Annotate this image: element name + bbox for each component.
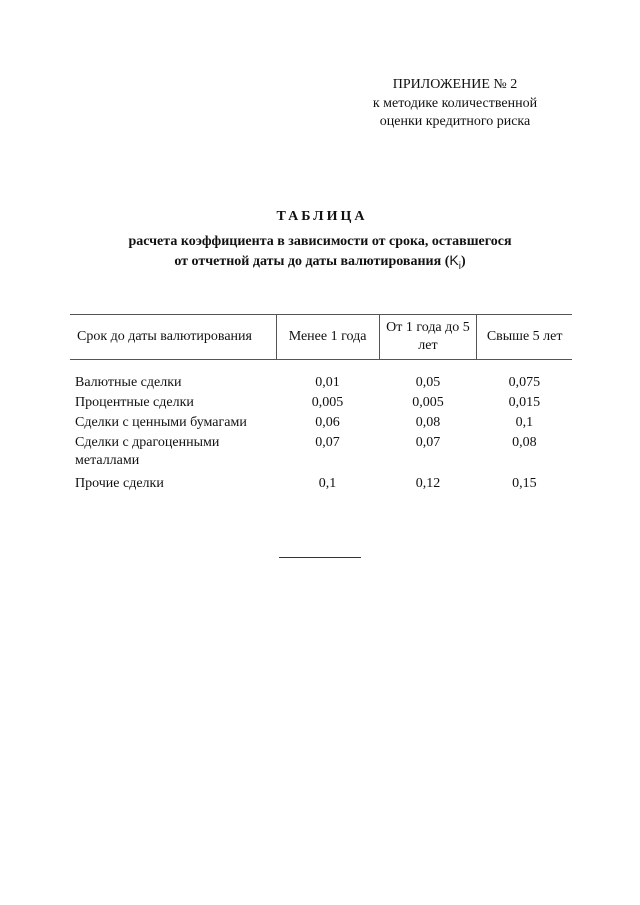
table-header-row <box>70 315 572 360</box>
row-label: Сделки с ценными бумагами <box>75 415 247 430</box>
row-value: 0,08 <box>415 415 441 430</box>
subtitle-close-paren: ) <box>460 254 466 269</box>
row-label: Валютные сделки <box>75 375 182 390</box>
subtitle-line2-text: от отчетной даты до даты валютирования ( <box>174 254 450 269</box>
row-value: 0,08 <box>512 435 537 450</box>
row-value: 0,12 <box>415 476 441 491</box>
row-value: 0,07 <box>415 435 441 450</box>
row-label: Процентные сделки <box>75 395 194 410</box>
row-label: Сделки с драгоценными металлами <box>75 435 220 468</box>
table-row <box>70 433 572 474</box>
document-title: ТАБЛИЦА <box>276 209 368 224</box>
subtitle-line1: расчета коэффициента в зависимости от срока, оставшегося <box>128 234 512 249</box>
appendix-reference-line1: к методике количественной <box>372 95 538 111</box>
appendix-header <box>340 76 570 132</box>
row-value: 0,1 <box>515 415 534 430</box>
coefficient-symbol: $K_i$ <box>449 252 461 272</box>
row-value: 0,005 <box>311 395 344 410</box>
row-value: 0,07 <box>315 435 340 450</box>
document-subtitle <box>0 232 640 276</box>
subtitle-line2 <box>0 251 640 276</box>
table-row <box>70 393 572 413</box>
table-row <box>70 474 572 494</box>
row-value: 0,015 <box>508 395 541 410</box>
row-value: 0,05 <box>415 375 441 390</box>
header-over-5-years: Свыше 5 лет <box>477 315 572 360</box>
appendix-number: ПРИЛОЖЕНИЕ № 2 <box>392 77 518 92</box>
row-value: 0,01 <box>315 375 340 390</box>
header-less-1-year: Менее 1 года <box>276 315 379 360</box>
header-1-to-5-years: От 1 года до 5 лет <box>379 315 477 360</box>
appendix-reference-line2: оценки кредитного риска <box>379 114 531 129</box>
row-value: 0,1 <box>318 476 337 491</box>
closing-divider <box>279 557 361 558</box>
header-term: Срок до даты валютирования <box>70 315 276 360</box>
row-value: 0,15 <box>512 476 537 491</box>
table-row <box>70 360 572 394</box>
table-row <box>70 413 572 433</box>
row-label: Прочие сделки <box>75 476 164 491</box>
row-value: 0,075 <box>508 375 541 390</box>
coefficient-table <box>70 314 572 494</box>
row-value: 0,005 <box>412 395 444 410</box>
row-value: 0,06 <box>315 415 340 430</box>
